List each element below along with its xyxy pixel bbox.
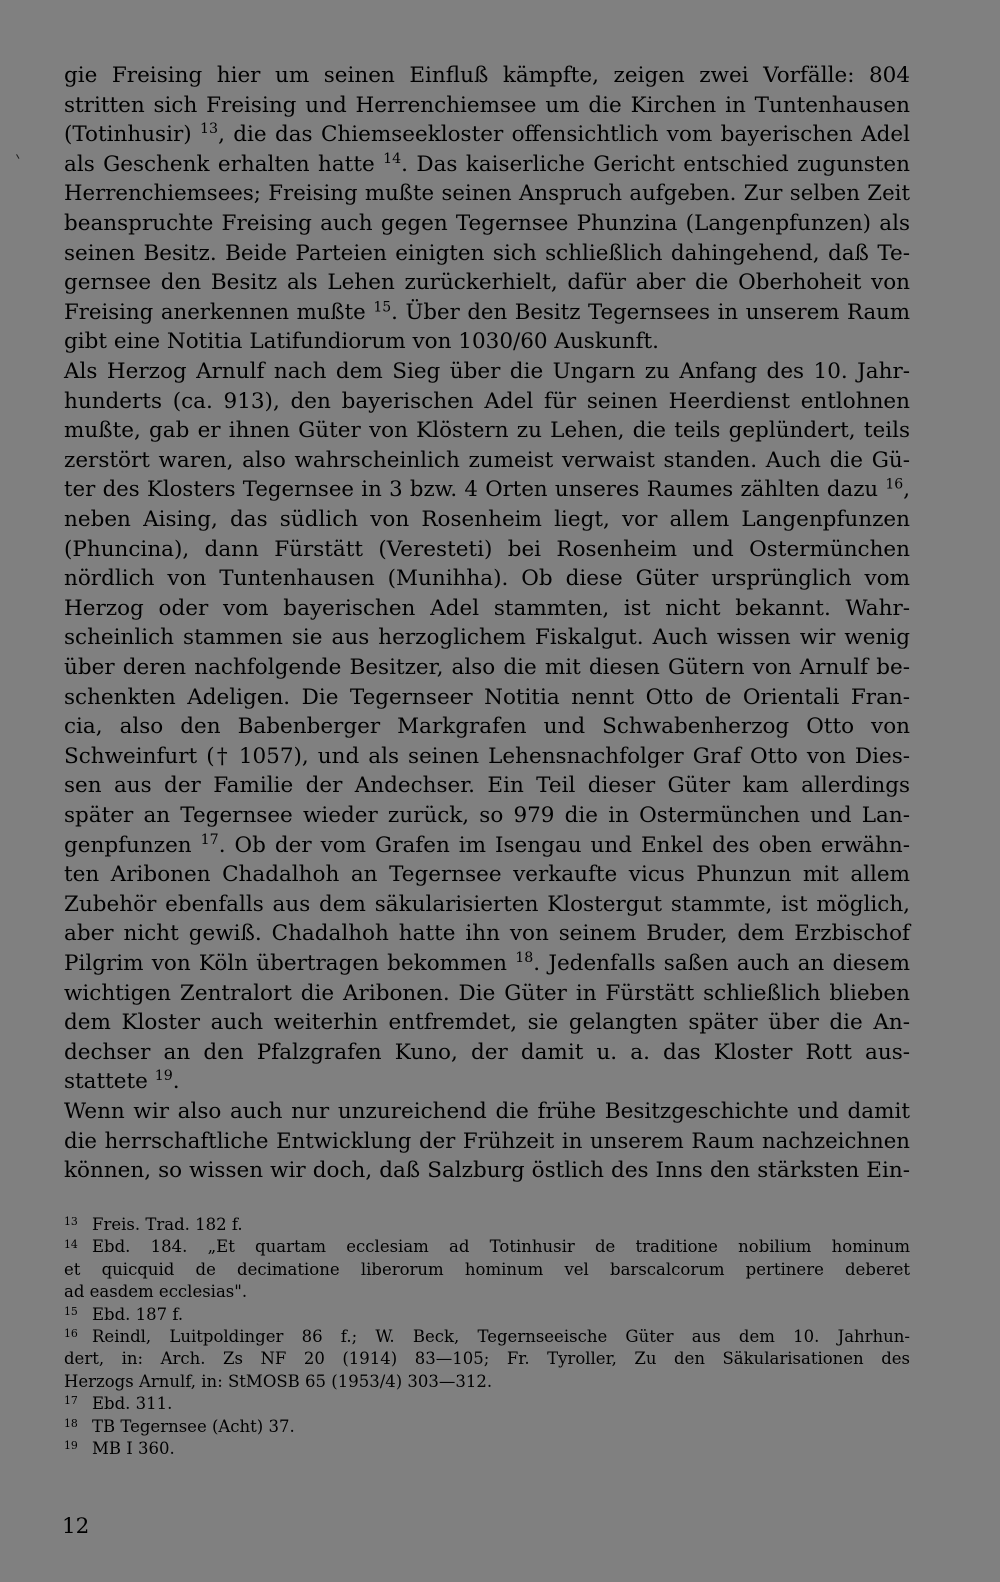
text-line [64,505,910,534]
text-segment: Pilgrim von Köln übertragen bekommen [64,951,516,976]
text-line [64,979,910,1008]
page-number: 12 [62,1514,90,1539]
text-line [64,594,910,623]
text-line [64,919,910,948]
stray-ink-mark [16,152,23,159]
text-segment: gibt eine Notitia Latifundiorum von 1030/60 Auskunft. [64,329,659,355]
footnote-text: Reindl, Luitpoldinger 86 f.; W. Beck, Tegernseeische Güter aus dem 10. Jahrhun- [92,1327,910,1346]
text-segment: dem Kloster auch weiterhin entfremdet, sie gelangten später über die An- [64,1010,910,1036]
text-line [64,860,910,889]
text-segment: ter des Klosters Tegernsee in 3 bzw. 4 Orten unseres Raumes zählten dazu [64,477,886,503]
text-segment: seinen Besitz. Beide Parteien einigten sich schließlich dahingehend, daß Te- [64,240,910,266]
text-segment: nördlich von Tuntenhausen (Munihha). Ob diese Güter ursprünglich vom [64,566,910,592]
footnote-text: Ebd. 187 f. [92,1304,184,1324]
text-segment: später an Tegernsee wieder zurück, so 979 die in Ostermünchen und Lan- [64,803,910,828]
footnote-text: MB I 360. [92,1439,175,1458]
text-line [64,61,910,90]
text-line [64,475,910,504]
text-segment: wichtigen Zentralort die Aribonen. Die Güter in Fürstätt schließlich blieben [64,980,910,1006]
text-segment: können, so wissen wir doch, daß Salzburg östlich des Inns den stärksten Ein- [64,1158,910,1184]
footnote-text: Herzogs Arnulf, in: StMOSB 65 (1953/4) 303—312. [64,1371,493,1391]
text-line [64,387,910,416]
text-line [64,416,910,445]
text-segment: . Ob der vom Grafen im Isengau und Enkel des oben erwähn- [218,832,910,858]
text-segment: (Totinhusir) [64,122,200,148]
footnote-text: dert, in: Arch. Zs NF 20 (1914) 83—105; Fr. Tyroller, Zu den Säkularisationen des [64,1349,910,1369]
text-line [64,1097,910,1126]
text-line [64,801,910,830]
text-segment: (Phuncina), dann Fürstätt (Veresteti) bei Rosenheim und Ostermünchen [64,536,910,562]
text-line [64,150,910,179]
footnote-line [64,1371,910,1393]
text-segment: stattete [64,1069,155,1095]
text-line [64,712,910,741]
text-segment: Herrenchiemsees; Freising mußte seinen Anspruch aufgeben. Zur selben Zeit [64,181,910,207]
text-line [64,771,910,800]
footnote-text: ad easdem ecclesias". [64,1282,248,1302]
footnote-reference: 18 [515,950,534,967]
text-line [64,742,910,771]
text-line [64,298,910,327]
text-segment: . Über den Besitz Tegernsees in unserem Raum [391,299,910,325]
footnote-line: 14 Ebd. 184. „Et quartam ecclesiam ad Totinhusir de traditione nobilium hominum [64,1237,910,1257]
text-segment: über deren nachfolgende Besitzer, also die mit diesen Gütern von Arnulf be- [64,655,910,680]
text-line [64,1127,910,1156]
text-segment: Schweinfurt († 1057), und als seinen Lehensnachfolger Graf Otto von Dies- [64,743,910,769]
text-segment: Als Herzog Arnulf nach dem Sieg über die Ungarn zu Anfang des 10. Jahr- [64,359,910,384]
text-segment: gie Freising hier um seinen Einfluß kämpfte, zeigen zwei Vorfälle: 804 [64,63,910,88]
footnote-reference: 19 [154,1068,173,1085]
footnote-reference: 13 [200,121,219,138]
footnote-line: 19 MB I 360. [64,1439,175,1458]
text-line [64,890,910,919]
text-segment: zerstört waren, also wahrscheinlich zumeist verwaist standen. Auch die Gü- [64,447,910,473]
text-segment: gernsee den Besitz als Lehen zurückerhielt, dafür aber die Oberhoheit von [64,270,910,296]
text-segment: ten Aribonen Chadalhoh an Tegernsee verkaufte vicus Phunzun mit allem [64,862,910,888]
text-segment: sen aus der Familie der Andechser. Ein Teil dieser Güter kam allerdings [64,773,910,799]
footnote-text: et quicquid de decimatione liberorum hominum vel barscalcorum pertinere deberet [64,1259,910,1279]
text-segment: scheinlich stammen sie aus herzoglichem Fiskalgut. Auch wissen wir wenig [64,625,910,651]
footnote-text: Ebd. 184. „Et quartam ecclesiam ad Totinhusir de traditione nobilium hominum [92,1237,910,1257]
text-line [64,1008,910,1037]
text-segment: . [172,1069,180,1095]
text-segment: schenkten Adeligen. Die Tegernseer Notitia nennt Otto de Orientali Fran- [64,684,910,710]
footnote-line: 17 Ebd. 311. [64,1394,173,1414]
text-line [64,1156,910,1185]
text-line [64,653,910,682]
text-line [64,327,910,356]
text-segment: Wenn wir also auch nur unzureichend die frühe Besitzgeschichte und damit [64,1099,910,1124]
text-segment: hunderts (ca. 913), den bayerischen Adel für seinen Heerdienst entlohnen [64,388,910,414]
text-line [64,949,910,978]
text-line [64,1038,910,1067]
footnote-text: Freis. Trad. 182 f. [92,1215,243,1234]
text-segment: stritten sich Freising und Herrenchiemsee um die Kirchen in Tuntenhausen [64,92,910,118]
text-segment: aber nicht gewiß. Chadalhoh hatte ihn von seinem Bruder, dem Erzbischof [64,921,910,947]
footnote-text: Ebd. 311. [92,1394,173,1414]
footnote-line: 16 Reindl, Luitpoldinger 86 f.; W. Beck, Tegernseeische Güter aus dem 10. Jahrhun- [64,1327,910,1346]
text-line [64,683,910,712]
text-segment: dechser an den Pfalzgrafen Kuno, der damit u. a. das Kloster Rott aus- [64,1039,910,1065]
footnote-line [64,1259,910,1281]
text-line [64,446,910,475]
footnote-reference: 17 [200,831,219,848]
text-line [64,564,910,593]
text-segment: . Das kaiserliche Gericht entschied zugunsten [401,151,911,177]
footnote-reference: 15 [373,299,392,316]
text-line [64,209,910,238]
text-line [64,179,910,208]
footnote-line [64,1348,910,1370]
text-segment: , die das Chiemseekloster offensichtlich vom bayerischen Adel [218,122,910,148]
text-segment: mußte, gab er ihnen Güter von Klöstern zu Lehen, die teils geplündert, teils [64,418,910,444]
footnote-line: 13 Freis. Trad. 182 f. [64,1215,243,1234]
footnote-line: 18 TB Tegernsee (Acht) 37. [64,1416,295,1436]
text-segment: die herrschaftliche Entwicklung der Frühzeit in unserem Raum nachzeichnen [64,1128,910,1154]
text-line [64,120,910,149]
text-line [64,239,910,268]
text-line [64,91,910,120]
text-line [64,623,910,652]
text-segment: cia, also den Babenberger Markgrafen und Schwabenherzog Otto von [64,714,910,740]
text-segment: Zubehör ebenfalls aus dem säkularisierten Klostergut stammte, ist möglich, [64,891,910,917]
footnote-reference: 16 [885,476,904,493]
text-segment: genpfunzen [64,832,201,858]
text-segment: Herzog oder vom bayerischen Adel stammten, ist nicht bekannt. Wahr- [64,595,910,621]
text-segment: Freising anerkennen mußte [64,299,374,325]
text-line [64,1067,910,1096]
text-line [64,535,910,564]
footnote-text: TB Tegernsee (Acht) 37. [92,1416,295,1436]
text-segment: , [903,477,910,503]
text-segment: beanspruchte Freising auch gegen Tegernsee Phunzina (Langenpfunzen) als [64,211,910,236]
text-segment: . Jedenfalls saßen auch an diesem [533,951,910,976]
text-segment: als Geschenk erhalten hatte [64,151,384,177]
footnote-line [64,1281,910,1303]
footnote-reference: 14 [383,151,402,167]
footnote-line: 15 Ebd. 187 f. [64,1304,184,1324]
text-segment: neben Aising, das südlich von Rosenheim liegt, vor allem Langenpfunzen [64,507,910,532]
text-line [64,831,910,860]
text-line [64,268,910,297]
text-line [64,357,910,386]
